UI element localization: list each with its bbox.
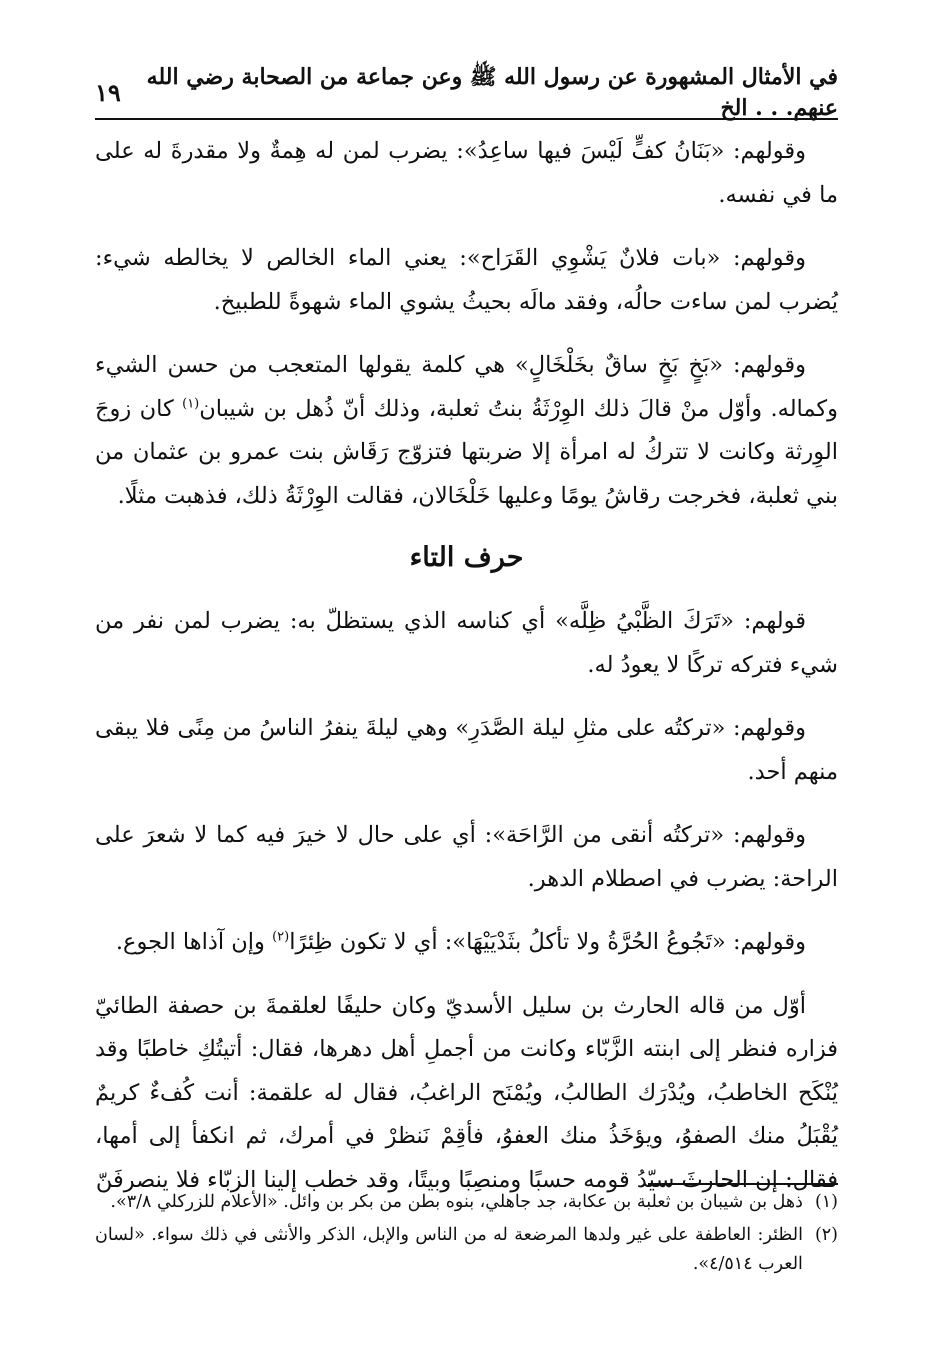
footnote-number: (١) bbox=[814, 1192, 838, 1212]
footnote-number: (٢) bbox=[814, 1225, 838, 1245]
paragraph-sadar: وقولهم: «تركتُه على مثلِ ليلة الصَّدَرِ» وهي ليلةَ ينفرُ الناسُ من مِنًى فلا يبقى منهم أحد. bbox=[95, 715, 838, 785]
paragraph-khalkhal-text-a: وقولهم: «بَخٍ بَخٍ ساقٌ بخَلْخَالٍ» هي كلمة يقولها المتعجب من حسن الشيء وكماله. وأوّل منْ قالَ ذلك الوِرْثَةُ بنتُ ثعلبة، وذلك أنّ ذُهل بن شيبان bbox=[95, 352, 838, 422]
paragraph-banan: وقولهم: «بَنَانُ كفٍّ لَيْسَ فيها ساعِدُ»: يضرب لمن له هِمةٌ ولا مقدرةَ له على ما في نفسه. bbox=[95, 138, 838, 208]
footnotes bbox=[95, 1188, 838, 1283]
paragraph-khalkhal bbox=[95, 344, 838, 518]
footnote-rule bbox=[648, 1183, 838, 1185]
running-header bbox=[95, 64, 838, 121]
paragraph-harith: أوّل من قاله الحارث بن سليل الأسديّ وكان حليفًا لعلقمةَ بن حصفة الطائيّ فزاره فنظر إلى ابنته الزَّبّاء وكانت من أجملِ أهل دهرها، فقال: أتيتُكِ خاطبًا وقد يُنْكَح الخاطبُ، ويُدْرَك الطالبُ، ويُمْنَح الراغبُ، فقال له علقمة: أنت كُفءٌ كريمٌ يُقْبَلُ منك الصفوُ، ويؤخَذُ منك العفوُ، فأقِمْ نَنظرْ في أمرك، ثم انكفأ إلى أمها، فقال: إن الحارثَ سيّدُ قومه حسبًا ومنصِبًا وبيتًا، وقد خطب إلينا الزبّاء فلا ينصرفَنّ bbox=[95, 992, 838, 1193]
footnote-2 bbox=[95, 1221, 838, 1279]
section-heading: حرف التاء bbox=[409, 542, 524, 573]
page-number: ١٩ bbox=[95, 77, 121, 107]
footnote-text: الظئر: العاطفة على غير ولدها المرضعة له من الناس والإبل، الذكر والأنثى في ذلك سواء. «لسان العرب ٤/٥١٤». bbox=[95, 1225, 803, 1274]
paragraph-yashwi: وقولهم: «بات فلانٌ يَشْوِي القَرَاح»: يعني الماء الخالص لا يخالطه شيء: يُضرب لمن ساءت حالُه، وفقد مالَه بحيثُ يشوي الماء شهوةً للطبيخ. bbox=[95, 245, 838, 315]
footnote-ref-2: (٢) bbox=[272, 929, 290, 945]
paragraph-dhabi: قولهم: «تَرَكَ الظَّبْيُ ظِلَّه» أي كناسه الذي يستظلّ به: يضرب لمن نفر من شيء فتركه تركًا لا يعودُ له. bbox=[95, 608, 838, 678]
main-text bbox=[95, 130, 838, 1202]
paragraph-hurrah-text-a: وقولهم: «تَجُوعُ الحُرَّةُ ولا تأكلُ بثَدْيَيْهَا»: أي لا تكون ظِئرًا bbox=[289, 929, 806, 955]
running-title: في الأمثال المشهورة عن رسول الله ﷺ وعن جماعة من الصحابة رضي الله عنهم. . . الخ bbox=[146, 64, 838, 121]
footnote-1 bbox=[95, 1188, 838, 1217]
paragraph-rahah: وقولهم: «تركتُه أنقى من الرَّاحَة»: أي على حال لا خيرَ فيه كما لا شعرَ على الراحة: يضرب في اصطلام الدهر. bbox=[95, 822, 838, 892]
footnote-ref-1: (١) bbox=[182, 396, 200, 411]
footnote-text: ذهل بن شيبان بن ثعلبة بن عكابة، جد جاهلي، بنوه بطن من بكر بن وائل. «الأعلام للزركلي ٣/٨». bbox=[110, 1192, 803, 1212]
paragraph-khalkhal-text-b: كان زوجَ الوِرثة وكانت لا تتركُ له امرأة إلا ضربتها فتزوّج رَقَاش بنت عمرو بن عثمان من بني ثعلبة، فخرجت رقاشُ يومًا وعليها خَلْخَالان، فقالت الوِرْثَةُ ذلك، فذهبت مثلًا. bbox=[95, 395, 838, 509]
paragraph-hurrah-text-b: وإن آذاها الجوع. bbox=[115, 929, 273, 955]
header-rule bbox=[95, 118, 838, 120]
paragraph-hurrah bbox=[95, 921, 838, 965]
